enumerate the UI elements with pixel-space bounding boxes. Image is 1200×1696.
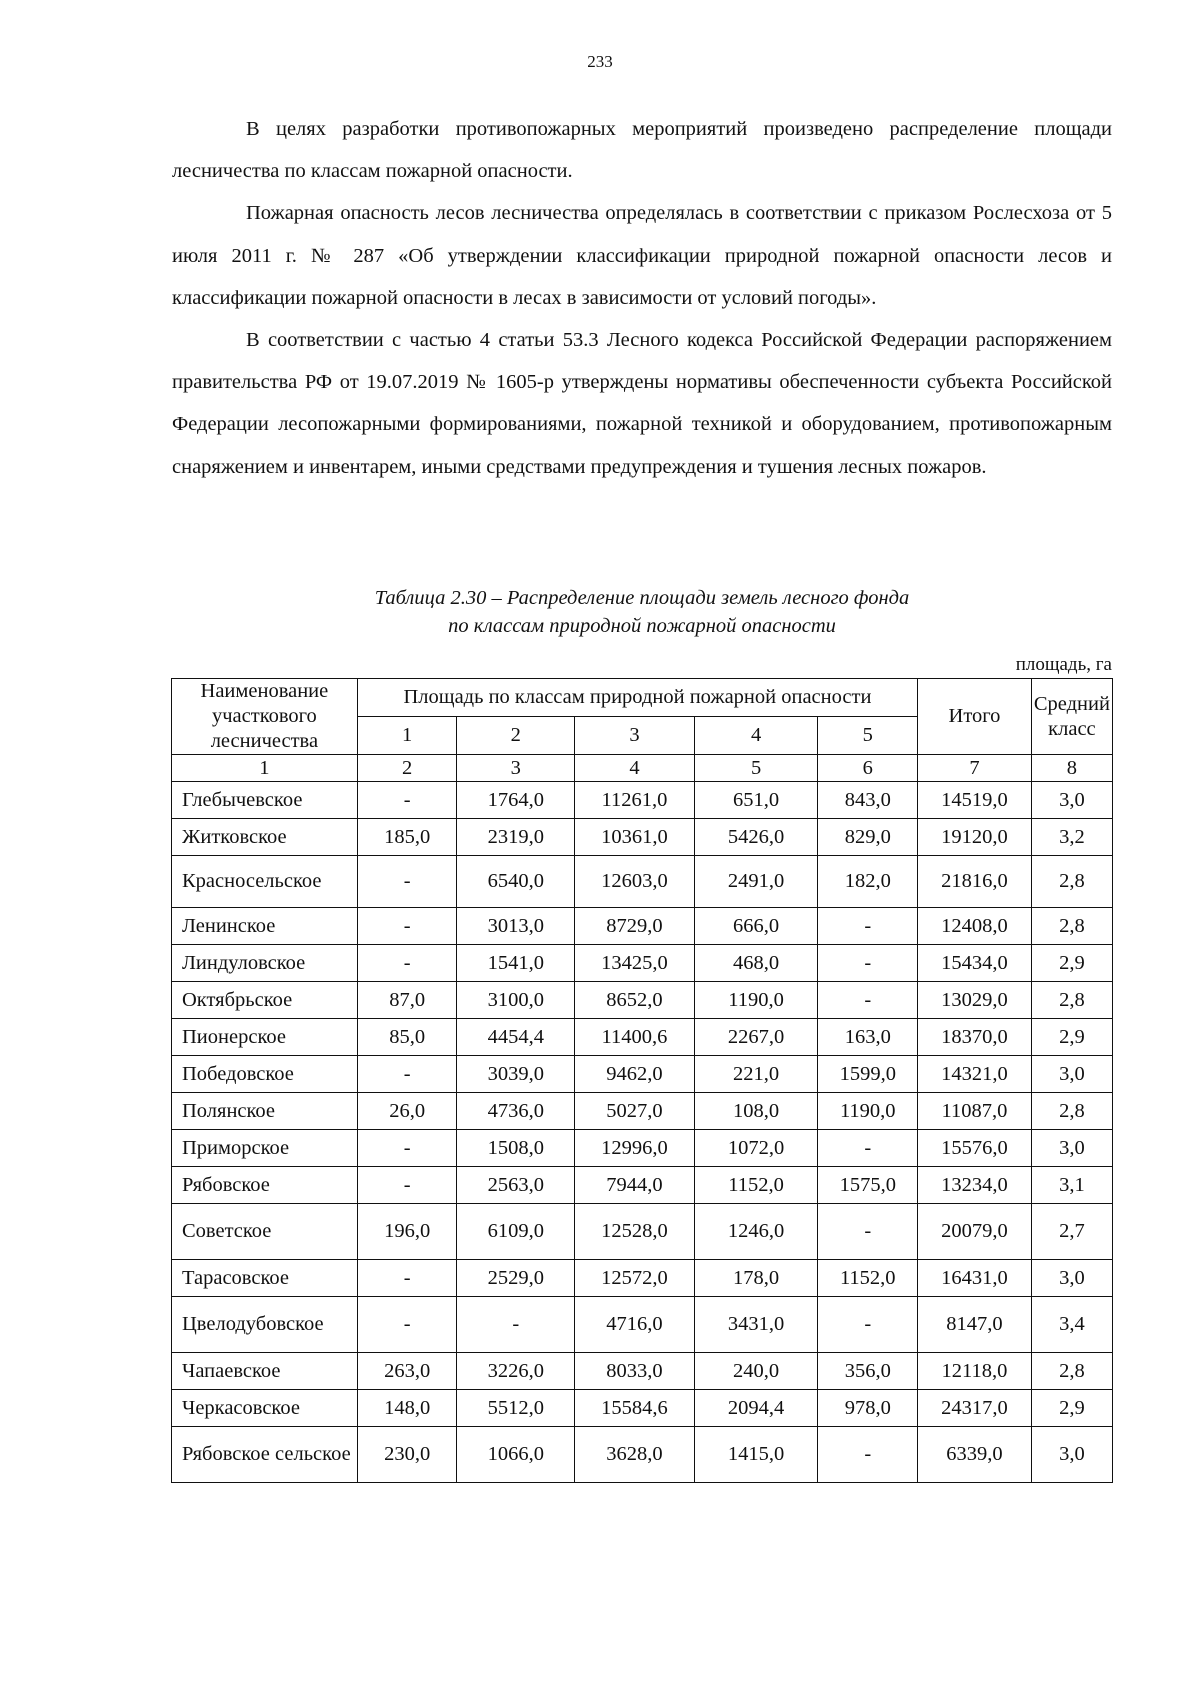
value-cell: -	[457, 1297, 575, 1353]
value-cell: -	[357, 1297, 457, 1353]
value-cell: 10361,0	[575, 819, 695, 856]
value-cell: 978,0	[818, 1390, 918, 1427]
table-row	[172, 945, 1113, 982]
table-row	[172, 782, 1113, 819]
value-cell: 11400,6	[575, 1019, 695, 1056]
value-cell: 20079,0	[918, 1204, 1032, 1260]
value-cell: 1541,0	[457, 945, 575, 982]
value-cell: 3,4	[1031, 1297, 1112, 1353]
header-class: 5	[818, 717, 918, 755]
value-cell: 18370,0	[918, 1019, 1032, 1056]
value-cell: 26,0	[357, 1093, 457, 1130]
caption-line-2: по классам природной пожарной опасности	[448, 615, 836, 637]
value-cell: 15576,0	[918, 1130, 1032, 1167]
value-cell: 3,0	[1031, 1260, 1112, 1297]
value-cell: 8147,0	[918, 1297, 1032, 1353]
table-row	[172, 1056, 1113, 1093]
value-cell: 1190,0	[818, 1093, 918, 1130]
column-number: 5	[694, 755, 818, 782]
value-cell: 14519,0	[918, 782, 1032, 819]
value-cell: 3,0	[1031, 1056, 1112, 1093]
value-cell: -	[818, 1297, 918, 1353]
table-row	[172, 1130, 1113, 1167]
value-cell: 829,0	[818, 819, 918, 856]
header-class: 1	[357, 717, 457, 755]
forestry-name-cell: Октябрьское	[172, 982, 358, 1019]
value-cell: 3226,0	[457, 1353, 575, 1390]
value-cell: 2529,0	[457, 1260, 575, 1297]
column-number: 1	[172, 755, 358, 782]
value-cell: 13029,0	[918, 982, 1032, 1019]
value-cell: -	[357, 1167, 457, 1204]
forestry-name-cell: Черкасовское	[172, 1390, 358, 1427]
value-cell: 108,0	[694, 1093, 818, 1130]
forestry-name-cell: Житковское	[172, 819, 358, 856]
value-cell: 6109,0	[457, 1204, 575, 1260]
value-cell: 468,0	[694, 945, 818, 982]
value-cell: 7944,0	[575, 1167, 695, 1204]
header-area: Площадь по классам природной пожарной опасности	[357, 679, 917, 717]
header-total: Итого	[918, 679, 1032, 755]
value-cell: 3,0	[1031, 1427, 1112, 1483]
value-cell: 8652,0	[575, 982, 695, 1019]
value-cell: -	[357, 1260, 457, 1297]
value-cell: 1152,0	[694, 1167, 818, 1204]
table-row	[172, 1204, 1113, 1260]
table-row	[172, 819, 1113, 856]
value-cell: 1072,0	[694, 1130, 818, 1167]
value-cell: 1152,0	[818, 1260, 918, 1297]
value-cell: 1246,0	[694, 1204, 818, 1260]
value-cell: 9462,0	[575, 1056, 695, 1093]
value-cell: 221,0	[694, 1056, 818, 1093]
header-name: Наименование участкового лесничества	[172, 679, 358, 755]
value-cell: 4454,4	[457, 1019, 575, 1056]
header-class: 3	[575, 717, 695, 755]
value-cell: 185,0	[357, 819, 457, 856]
value-cell: -	[818, 945, 918, 982]
value-cell: 263,0	[357, 1353, 457, 1390]
value-cell: 666,0	[694, 908, 818, 945]
value-cell: 2491,0	[694, 856, 818, 908]
value-cell: 2,9	[1031, 945, 1112, 982]
value-cell: 13425,0	[575, 945, 695, 982]
value-cell: 24317,0	[918, 1390, 1032, 1427]
table-row	[172, 1093, 1113, 1130]
column-numbers-row	[172, 755, 1113, 782]
column-number: 7	[918, 755, 1032, 782]
table-row	[172, 1353, 1113, 1390]
value-cell: 12118,0	[918, 1353, 1032, 1390]
value-cell: 2094,4	[694, 1390, 818, 1427]
value-cell: 5027,0	[575, 1093, 695, 1130]
header-avg: Средний класс	[1031, 679, 1112, 755]
table-row	[172, 1297, 1113, 1353]
paragraph: В соответствии с частью 4 статьи 53.3 Лесного кодекса Российской Федерации распоряжением правительства РФ от 19.07.2019 № 1605-р утверждены нормативы обеспеченности субъекта Российской Федерации лесопожарными формированиями, пожарной техникой и оборудованием, противопожарным снаряжением и инвентарем, иными средствами предупреждения и тушения лесных пожаров.	[172, 329, 1112, 478]
value-cell: 3039,0	[457, 1056, 575, 1093]
value-cell: -	[357, 1056, 457, 1093]
value-cell: 1575,0	[818, 1167, 918, 1204]
forestry-name-cell: Ленинское	[172, 908, 358, 945]
value-cell: 3,1	[1031, 1167, 1112, 1204]
value-cell: 1599,0	[818, 1056, 918, 1093]
value-cell: 85,0	[357, 1019, 457, 1056]
value-cell: 2,8	[1031, 908, 1112, 945]
value-cell: 163,0	[818, 1019, 918, 1056]
value-cell: 1764,0	[457, 782, 575, 819]
value-cell: 14321,0	[918, 1056, 1032, 1093]
value-cell: 87,0	[357, 982, 457, 1019]
table-row	[172, 1019, 1113, 1056]
value-cell: 230,0	[357, 1427, 457, 1483]
forestry-name-cell: Тарасовское	[172, 1260, 358, 1297]
value-cell: -	[818, 1204, 918, 1260]
header-row	[172, 679, 1113, 717]
value-cell: 1190,0	[694, 982, 818, 1019]
value-cell: 356,0	[818, 1353, 918, 1390]
forestry-name-cell: Пионерское	[172, 1019, 358, 1056]
value-cell: 15584,6	[575, 1390, 695, 1427]
value-cell: 11261,0	[575, 782, 695, 819]
value-cell: 2319,0	[457, 819, 575, 856]
value-cell: 15434,0	[918, 945, 1032, 982]
table-unit: площадь, га	[1015, 654, 1112, 675]
value-cell: 651,0	[694, 782, 818, 819]
value-cell: 16431,0	[918, 1260, 1032, 1297]
forestry-name-cell: Приморское	[172, 1130, 358, 1167]
value-cell: 240,0	[694, 1353, 818, 1390]
table-row	[172, 982, 1113, 1019]
column-number: 2	[357, 755, 457, 782]
value-cell: 3013,0	[457, 908, 575, 945]
caption-line-1: Таблица 2.30 – Распределение площади земель лесного фонда	[374, 587, 910, 609]
value-cell: 2,9	[1031, 1019, 1112, 1056]
forestry-name-cell: Рябовское	[172, 1167, 358, 1204]
value-cell: -	[357, 908, 457, 945]
forestry-name-cell: Цвелодубовское	[172, 1297, 358, 1353]
header-class: 2	[457, 717, 575, 755]
header-class: 4	[694, 717, 818, 755]
value-cell: 8729,0	[575, 908, 695, 945]
value-cell: 1508,0	[457, 1130, 575, 1167]
value-cell: 13234,0	[918, 1167, 1032, 1204]
value-cell: 3,0	[1031, 1130, 1112, 1167]
value-cell: 2,8	[1031, 1353, 1112, 1390]
forestry-name-cell: Полянское	[172, 1093, 358, 1130]
value-cell: 12408,0	[918, 908, 1032, 945]
value-cell: 3431,0	[694, 1297, 818, 1353]
forestry-name-cell: Чапаевское	[172, 1353, 358, 1390]
value-cell: 182,0	[818, 856, 918, 908]
value-cell: 2,9	[1031, 1390, 1112, 1427]
value-cell: -	[818, 982, 918, 1019]
value-cell: 12528,0	[575, 1204, 695, 1260]
forestry-name-cell: Победовское	[172, 1056, 358, 1093]
value-cell: -	[357, 1130, 457, 1167]
value-cell: 6339,0	[918, 1427, 1032, 1483]
value-cell: 2563,0	[457, 1167, 575, 1204]
forestry-name-cell: Рябовское сельское	[172, 1427, 358, 1483]
value-cell: 1066,0	[457, 1427, 575, 1483]
value-cell: -	[357, 945, 457, 982]
table-row	[172, 908, 1113, 945]
value-cell: 2,8	[1031, 856, 1112, 908]
forestry-name-cell: Советское	[172, 1204, 358, 1260]
value-cell: 1415,0	[694, 1427, 818, 1483]
table-body	[172, 679, 1113, 1483]
fire-danger-table	[171, 678, 1113, 1483]
forestry-name-cell: Линдуловское	[172, 945, 358, 982]
paragraph: Пожарная опасность лесов лесничества определялась в соответствии с приказом Рослесхоза от 5 июля 2011 г. № 287 «Об утверждении классификации природной пожарной опасности лесов и классификации пожарной опасности в лесах в зависимости от условий погоды».	[172, 202, 1112, 309]
value-cell: -	[357, 782, 457, 819]
page-number: 233	[587, 52, 613, 71]
paragraph: В целях разработки противопожарных мероприятий произведено распределение площади лесничества по классам пожарной опасности.	[172, 118, 1112, 183]
table-row	[172, 1427, 1113, 1483]
column-number: 8	[1031, 755, 1112, 782]
body-text	[172, 108, 1112, 488]
value-cell: 12996,0	[575, 1130, 695, 1167]
value-cell: 3,2	[1031, 819, 1112, 856]
table-row	[172, 1167, 1113, 1204]
value-cell: 4716,0	[575, 1297, 695, 1353]
table-row	[172, 856, 1113, 908]
value-cell: 21816,0	[918, 856, 1032, 908]
forestry-name-cell: Красносельское	[172, 856, 358, 908]
value-cell: 5512,0	[457, 1390, 575, 1427]
value-cell: 6540,0	[457, 856, 575, 908]
column-number: 6	[818, 755, 918, 782]
table-caption	[172, 584, 1112, 640]
forestry-name-cell: Глебычевское	[172, 782, 358, 819]
value-cell: 8033,0	[575, 1353, 695, 1390]
value-cell: 12603,0	[575, 856, 695, 908]
table-row	[172, 1260, 1113, 1297]
value-cell: -	[818, 908, 918, 945]
value-cell: 2,8	[1031, 1093, 1112, 1130]
column-number: 4	[575, 755, 695, 782]
value-cell: 2,8	[1031, 982, 1112, 1019]
value-cell: 4736,0	[457, 1093, 575, 1130]
value-cell: 11087,0	[918, 1093, 1032, 1130]
value-cell: 3628,0	[575, 1427, 695, 1483]
value-cell: 12572,0	[575, 1260, 695, 1297]
value-cell: -	[818, 1130, 918, 1167]
column-number: 3	[457, 755, 575, 782]
value-cell: 178,0	[694, 1260, 818, 1297]
value-cell: 19120,0	[918, 819, 1032, 856]
value-cell: 196,0	[357, 1204, 457, 1260]
value-cell: 3100,0	[457, 982, 575, 1019]
value-cell: 148,0	[357, 1390, 457, 1427]
value-cell: 5426,0	[694, 819, 818, 856]
value-cell: 843,0	[818, 782, 918, 819]
value-cell: 2,7	[1031, 1204, 1112, 1260]
value-cell: -	[357, 856, 457, 908]
value-cell: 2267,0	[694, 1019, 818, 1056]
table-row	[172, 1390, 1113, 1427]
value-cell: -	[818, 1427, 918, 1483]
value-cell: 3,0	[1031, 782, 1112, 819]
